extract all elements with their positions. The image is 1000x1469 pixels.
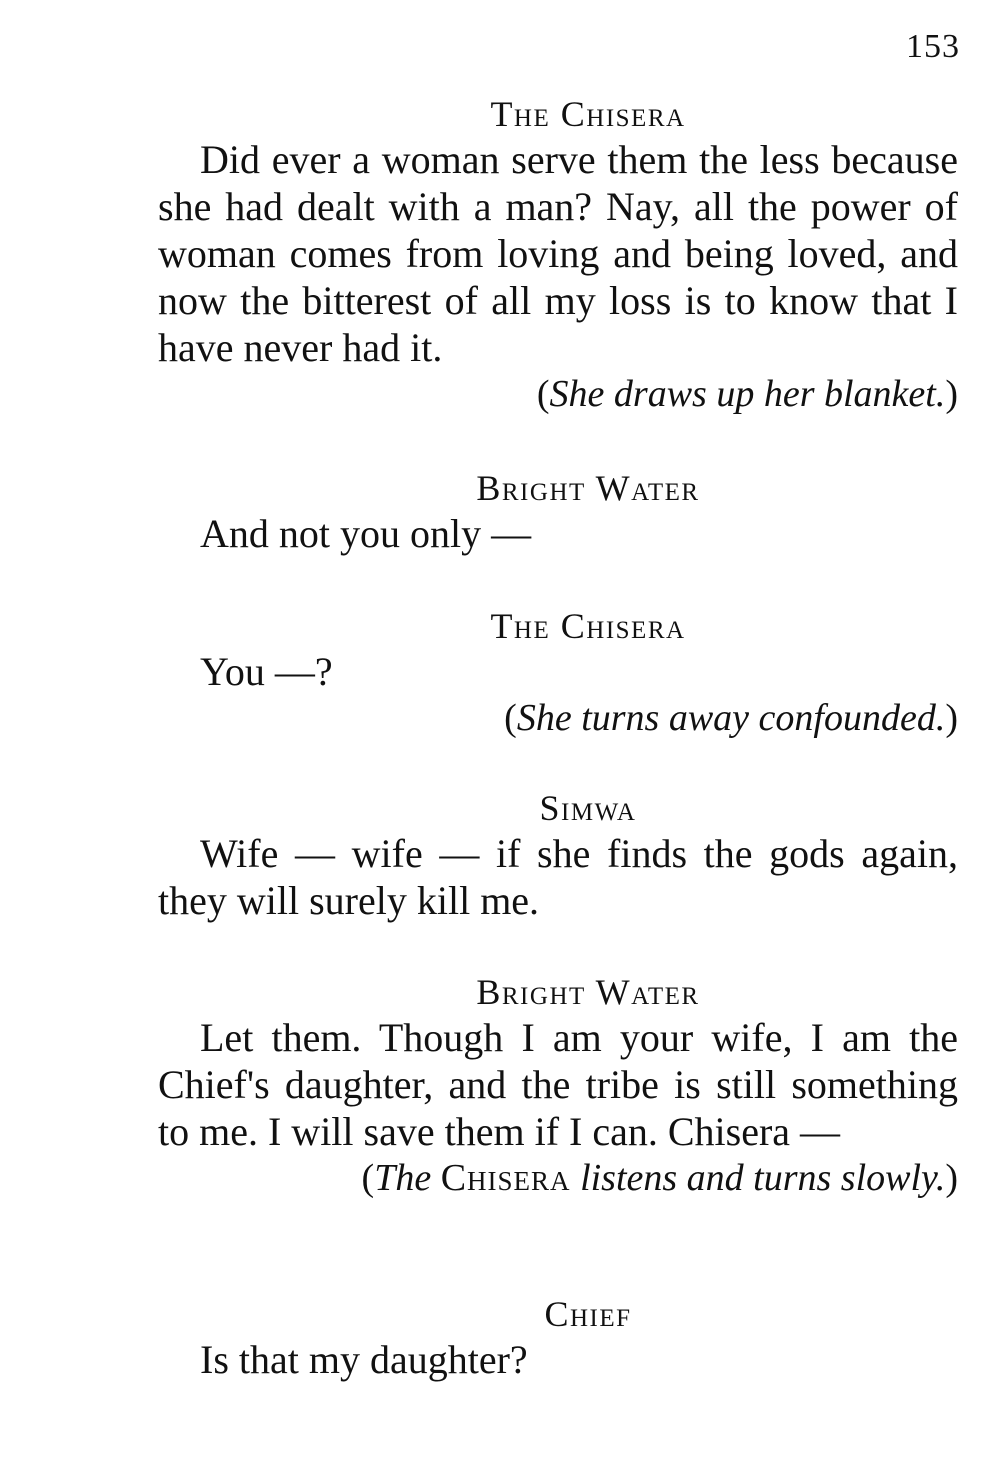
- stage-direction: (The Chisera listens and turns slowly.): [361, 1157, 958, 1199]
- speaker-name: Bright Water: [476, 972, 700, 1012]
- dialogue-block: [158, 1292, 958, 1383]
- dialogue-block: [158, 92, 958, 417]
- stage-direction: (She turns away confounded.): [504, 697, 958, 739]
- stage-direction-text: She turns away confounded.: [516, 697, 946, 739]
- speaker-name: The Chisera: [490, 606, 686, 646]
- stage-direction-character: Chisera: [440, 1157, 571, 1199]
- speaker-name: Bright Water: [476, 468, 700, 508]
- speaker-name: The Chisera: [490, 94, 686, 134]
- dialogue-block: [158, 466, 958, 557]
- dialogue-block: [158, 970, 958, 1201]
- dialogue-block: [158, 604, 958, 741]
- speaker-name: Chief: [544, 1294, 632, 1334]
- dialogue-block: [158, 786, 958, 924]
- stage-direction: (She draws up her blanket.): [536, 373, 958, 415]
- page-number: 153: [906, 28, 960, 65]
- stage-direction-lead: The: [374, 1157, 432, 1199]
- stage-direction-text: listens and turns slowly.: [580, 1157, 946, 1199]
- speech-text: You —?: [200, 649, 333, 694]
- stage-direction-text: She draws up her blanket.: [549, 373, 946, 415]
- speech-text: Did ever a woman serve them the less because she had dealt with a man? Nay, all the power of woman comes from loving and being loved, and now the bitterest of all my loss is to know that I have never had it.: [158, 137, 958, 370]
- speech-text: Wife — wife — if she finds the gods again, they will surely kill me.: [158, 831, 958, 923]
- speech-text: And not you only —: [200, 511, 532, 556]
- speaker-name: Simwa: [539, 788, 637, 828]
- speech-text: Is that my daughter?: [200, 1337, 528, 1382]
- speech-text: Let them. Though I am your wife, I am the Chief's daughter, and the tribe is still something to me. I will save them if I can. Chisera —: [158, 1015, 958, 1154]
